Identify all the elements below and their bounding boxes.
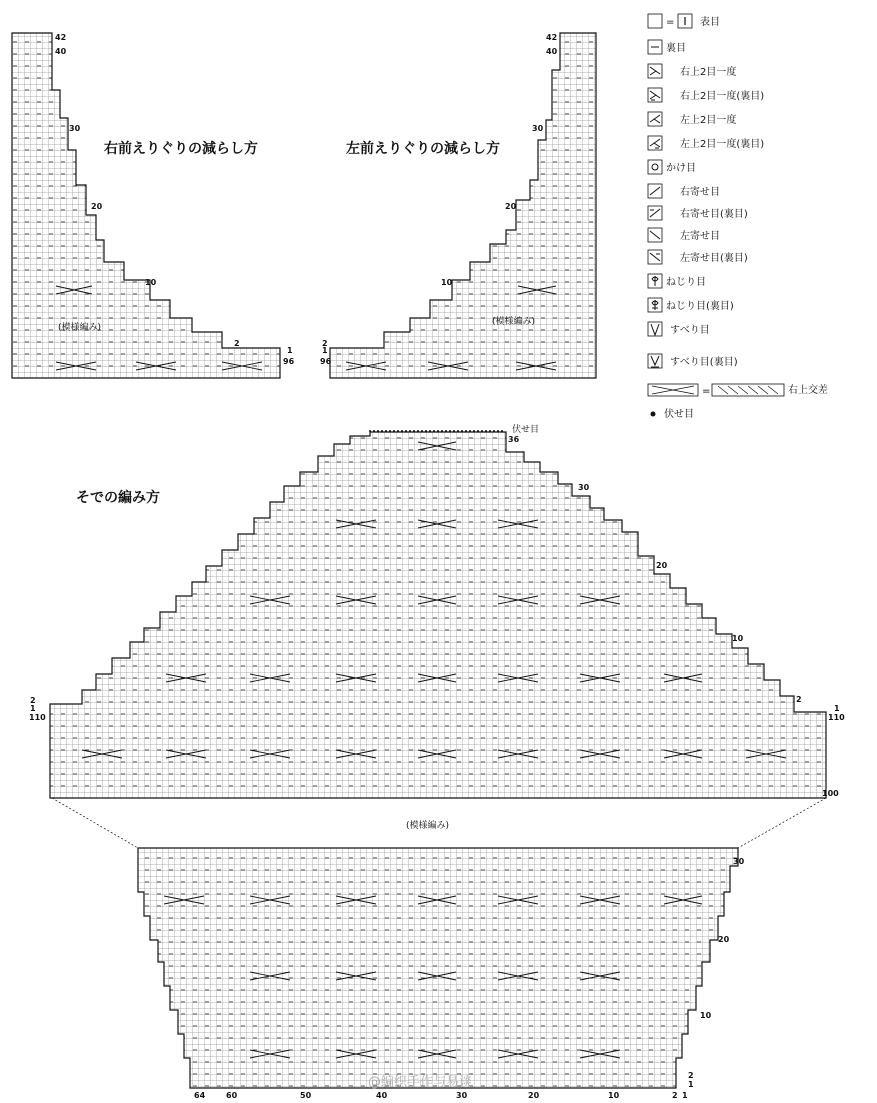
bind-off-dot (425, 430, 427, 432)
sleeve-lower-chart (138, 848, 745, 1100)
legend-label: 表目 (700, 17, 720, 28)
stitch-axis-label: 50 (300, 1091, 312, 1100)
bind-off-dot (453, 430, 455, 432)
sleeve-lower-row-1: 1 (688, 1080, 694, 1089)
bind-off-dot (465, 430, 467, 432)
legend-label: ねじり目(裏目) (666, 301, 734, 312)
legend-label: 左寄せ目 (680, 231, 720, 242)
slip-stitch-purl-icon (648, 354, 662, 368)
legend-item (648, 112, 736, 126)
knit-stitch-icon (648, 14, 662, 28)
legend-item (648, 160, 696, 174)
left-over-2tog-icon (648, 112, 662, 126)
legend-label: 裏目 (666, 43, 686, 54)
bind-off-dot (433, 430, 435, 432)
sleeve-lower-row-10: 10 (700, 1011, 712, 1020)
sleeve-row-20: 20 (656, 561, 668, 570)
bind-off-dot (413, 430, 415, 432)
bind-off-dot (397, 430, 399, 432)
bind-off-dot (457, 430, 459, 432)
left-lean-icon (648, 228, 662, 242)
sleeve-row-30: 30 (578, 483, 590, 492)
legend-label: 左寄せ目(裏目) (680, 253, 748, 264)
bind-off-dot (461, 430, 463, 432)
bind-off-dot (437, 430, 439, 432)
bind-off-dot (421, 430, 423, 432)
right-over-2tog-purl-icon (648, 88, 662, 102)
right-front-row-2: 2 (234, 339, 240, 348)
legend-item (648, 206, 748, 220)
legend-label: 伏せ目 (664, 409, 694, 420)
legend-item (648, 64, 736, 78)
left-front-row-40: 40 (546, 47, 558, 56)
sleeve-left-row-2: 2 (30, 696, 36, 705)
right-front-row-20: 20 (91, 202, 103, 211)
stitch-axis-label: 2 (672, 1091, 678, 1100)
bind-off-dot (373, 430, 375, 432)
sleeve-stitch-110-left: 110 (29, 713, 46, 722)
bind-off-dot (381, 430, 383, 432)
left-front-row-42: 42 (546, 33, 558, 42)
purl-stitch-icon (648, 40, 662, 54)
left-front-purl-pattern (330, 33, 596, 378)
right-front-row-42: 42 (55, 33, 67, 42)
sleeve-lower-purl-pattern (138, 848, 738, 1088)
legend-item (648, 88, 764, 102)
slip-stitch-icon (648, 322, 662, 336)
sleeve-title: そでの編み方 (76, 490, 160, 506)
right-lean-purl-icon (648, 206, 662, 220)
legend-label: かけ目 (666, 163, 696, 174)
svg-text:=: = (666, 17, 675, 28)
watermark: @编织手作与易谈 (368, 1075, 473, 1090)
sleeve-row-36: 36 (508, 435, 520, 444)
right-front-row-30: 30 (69, 124, 81, 133)
yarn-over-icon (648, 160, 662, 174)
right-front-row-40: 40 (55, 47, 67, 56)
legend-item (648, 354, 738, 368)
sleeve-row-2: 2 (796, 695, 802, 704)
bind-off-dot (497, 430, 499, 432)
legend-item (651, 407, 695, 420)
twisted-stitch-icon (648, 274, 662, 288)
bind-off-dot (493, 430, 495, 432)
bind-off-dot (369, 430, 371, 432)
sleeve-upper-purl-pattern (50, 432, 826, 798)
legend-label: 右上2目一度 (680, 67, 737, 78)
stitch-axis-label: 60 (226, 1091, 238, 1100)
stitch-axis-label: 64 (194, 1091, 206, 1100)
legend-item (648, 298, 734, 312)
stitch-axis-label: 1 (682, 1091, 688, 1100)
stitch-axis-label: 40 (376, 1091, 388, 1100)
bind-off-dot (401, 430, 403, 432)
sleeve-lower-row-2: 2 (688, 1071, 694, 1080)
bind-off-dot (445, 430, 447, 432)
left-front-row-2: 2 (322, 339, 328, 348)
right-front-stitch-96: 96 (283, 357, 295, 366)
right-front-chart (12, 33, 295, 378)
bind-off-dot (501, 430, 503, 432)
legend-item (648, 14, 720, 28)
sleeve-row-1: 1 (834, 704, 840, 713)
sleeve-row-100: 100 (822, 789, 839, 798)
bind-off-dot (449, 430, 451, 432)
legend-label: 右上交差 (788, 385, 828, 396)
bind-off-dot (429, 430, 431, 432)
legend-item (648, 274, 706, 288)
left-front-row-1: 1 (322, 346, 328, 355)
right-lean-icon (648, 184, 662, 198)
legend-label: 左上2目一度(裏目) (680, 139, 765, 150)
right-front-title: 右前えりぐりの減らし方 (104, 141, 258, 157)
legend-item (648, 250, 748, 264)
bind-off-dot-icon (651, 412, 656, 417)
legend-item (648, 383, 828, 397)
sleeve-pattern-label: (模様編み) (406, 821, 450, 831)
bind-off-dot (405, 430, 407, 432)
svg-text:=: = (702, 386, 711, 397)
legend-label: ねじり目 (666, 277, 706, 288)
left-front-title: 左前えりぐりの減らし方 (346, 141, 500, 157)
legend-label: 右寄せ目 (680, 187, 720, 198)
bind-off-dot (477, 430, 479, 432)
cable-cross-icon (648, 384, 784, 397)
legend-item (648, 228, 720, 242)
bind-off-dot (485, 430, 487, 432)
sleeve-lower-row-20: 20 (718, 935, 730, 944)
right-over-2tog-icon (648, 64, 662, 78)
left-front-row-20: 20 (505, 202, 517, 211)
knit-bar-icon (678, 14, 692, 28)
legend (648, 14, 828, 420)
left-front-stitch-96: 96 (320, 357, 332, 366)
bind-off-dot (389, 430, 391, 432)
left-front-row-10: 10 (441, 278, 453, 287)
legend-item (648, 184, 720, 198)
stitch-axis-label: 10 (608, 1091, 620, 1100)
sleeve-lower-row-30: 30 (733, 857, 745, 866)
left-lean-purl-icon (648, 250, 662, 264)
right-front-row-1: 1 (287, 346, 293, 355)
legend-item (648, 136, 764, 150)
sleeve-stitch-axis (194, 1091, 688, 1100)
bind-off-dot (409, 430, 411, 432)
left-over-2tog-purl-icon (648, 136, 662, 150)
stitch-axis-label: 20 (528, 1091, 540, 1100)
legend-label: 右上2目一度(裏目) (680, 91, 765, 102)
legend-label: 左上2目一度 (680, 115, 737, 126)
right-front-row-10: 10 (145, 278, 157, 287)
bind-off-dot (385, 430, 387, 432)
legend-item (648, 40, 686, 54)
bind-off-dot (469, 430, 471, 432)
legend-item (648, 322, 710, 336)
twisted-purl-icon (648, 298, 662, 312)
sleeve-bind-off-label: 伏せ目 (512, 425, 540, 435)
bind-off-dot (481, 430, 483, 432)
left-front-row-30: 30 (532, 124, 544, 133)
left-front-pattern-label: (模様編み) (492, 317, 536, 327)
legend-label: すべり目(裏目) (670, 357, 738, 368)
legend-label: すべり目 (670, 325, 710, 336)
left-front-chart (320, 33, 596, 378)
right-front-pattern-label: (模様編み) (58, 323, 102, 333)
bind-off-dot (441, 430, 443, 432)
bind-off-dot (489, 430, 491, 432)
sleeve-stitch-110-right: 110 (828, 713, 845, 722)
stitch-axis-label: 30 (456, 1091, 468, 1100)
bind-off-dot (473, 430, 475, 432)
sleeve-row-10: 10 (732, 634, 744, 643)
bind-off-dot (417, 430, 419, 432)
bind-off-dot (393, 430, 395, 432)
bind-off-dot (377, 430, 379, 432)
sleeve-left-row-1: 1 (30, 704, 36, 713)
legend-label: 右寄せ目(裏目) (680, 209, 748, 220)
sleeve-upper-chart (29, 423, 845, 798)
